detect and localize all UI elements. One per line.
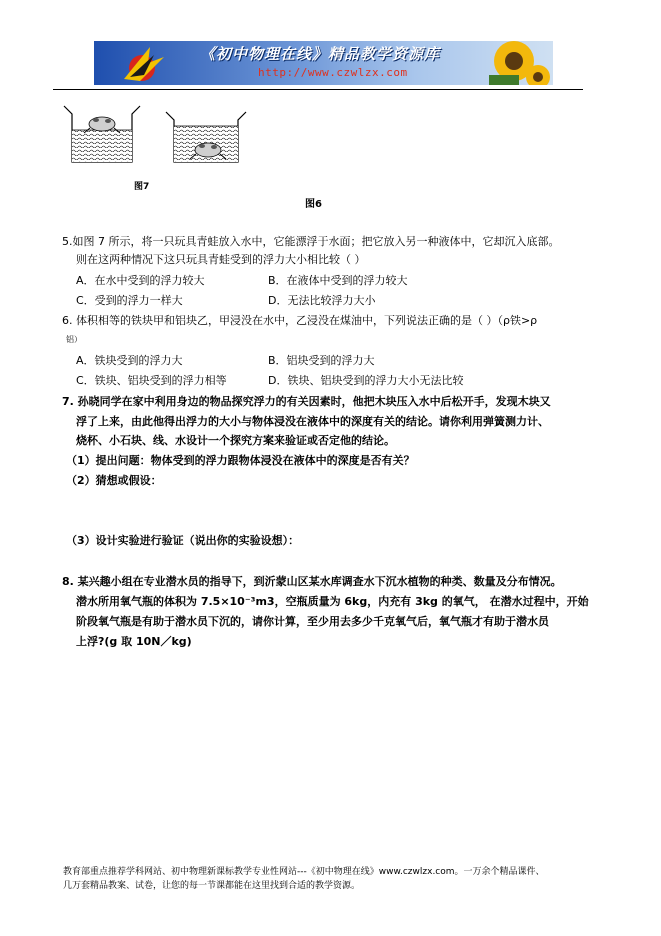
q8-stem-line3: 阶段氧气瓶是有助于潜水员下沉的，请你计算，至少用去多少千克氧气后，氧气瓶才有助于潜水员 — [76, 615, 549, 628]
header-divider — [53, 89, 583, 90]
q6-option-d: D．铁块、铝块受到的浮力大小无法比较 — [268, 374, 464, 387]
q6-option-b: B．铝块受到的浮力大 — [268, 354, 375, 367]
beaker-water-icon — [64, 106, 140, 162]
banner-title: 《初中物理在线》精品教学资源库 — [200, 45, 441, 63]
q7-stem-line2: 浮了上来，由此他得出浮力的大小与物体浸没在液体中的深度有关的结论。请你利用弹簧测力计、 — [76, 415, 549, 428]
q5-option-d: D．无法比较浮力大小 — [268, 294, 376, 307]
q7-part2: （2）猜想或假设： — [66, 474, 162, 487]
q7-stem-line3: 烧杯、小石块、线、水设计一个探究方案来验证或否定他的结论。 — [76, 434, 395, 447]
frog-beakers-figure — [60, 100, 260, 170]
footer-line2: 几万套精品教案、试卷，让您的每一节课都能在这里找到合适的教学资源。 — [63, 881, 361, 891]
q7-part3: （3）设计实验进行验证（说出你的实验设想）： — [66, 534, 300, 547]
q8-stem-line4: 上浮?(g 取 10N／kg) — [76, 635, 192, 648]
q7-part1: （1）提出问题：物体受到的浮力跟物体浸没在液体中的深度是否有关？ — [66, 454, 415, 467]
site-logo-icon — [124, 47, 164, 81]
q6-option-c: C．铁块、铝块受到的浮力相等 — [76, 374, 227, 387]
q8-stem-line1: 8. 某兴趣小组在专业潜水员的指导下，到沂蒙山区某水库调查水下沉水植物的种类、数量及分布情况。 — [62, 575, 562, 588]
banner-url: http://www.czwlzx.com — [258, 66, 408, 79]
q6-option-a: A．铁块受到的浮力大 — [76, 354, 183, 367]
q5-stem-line2: 则在这两种情况下这只玩具青蛙受到的浮力大小相比较（ ） — [76, 253, 366, 266]
q8-stem-line2: 潜水所用氧气瓶的体积为 7.5×10⁻³m3，空瓶质量为 6kg，内充有 3kg 的氧气， 在潜水过程中，开始 — [76, 595, 589, 608]
q5-option-a: A．在水中受到的浮力较大 — [76, 274, 205, 287]
q5-option-b: B．在液体中受到的浮力较大 — [268, 274, 408, 287]
q6-stem-line1: 6. 体积相等的铁块甲和铝块乙，甲浸没在水中，乙浸没在煤油中，下列说法正确的是（ ）（ρ铁>ρ — [62, 314, 538, 327]
figure-7-label: 图7 — [134, 182, 150, 192]
q7-stem-line1: 7. 孙晓同学在家中利用身边的物品探究浮力的有关因素时，他把木块压入水中后松开手，发现木块又 — [62, 395, 551, 408]
sunflower-icon — [489, 41, 550, 85]
figure-6-label: 图6 — [305, 199, 322, 210]
q5-option-c: C．受到的浮力一样大 — [76, 294, 183, 307]
q6-stem-line2: 铝） — [66, 335, 82, 344]
footer-line1: 教育部重点推荐学科网站、初中物理新课标教学专业性网站---《初中物理在线》www.czwlzx.com。一万余个精品课件、 — [63, 867, 545, 877]
q5-stem-line1: 5.如图 7 所示，将一只玩具青蛙放入水中，它能漂浮于水面；把它放入另一种液体中，它却沉入底部。 — [62, 235, 560, 248]
